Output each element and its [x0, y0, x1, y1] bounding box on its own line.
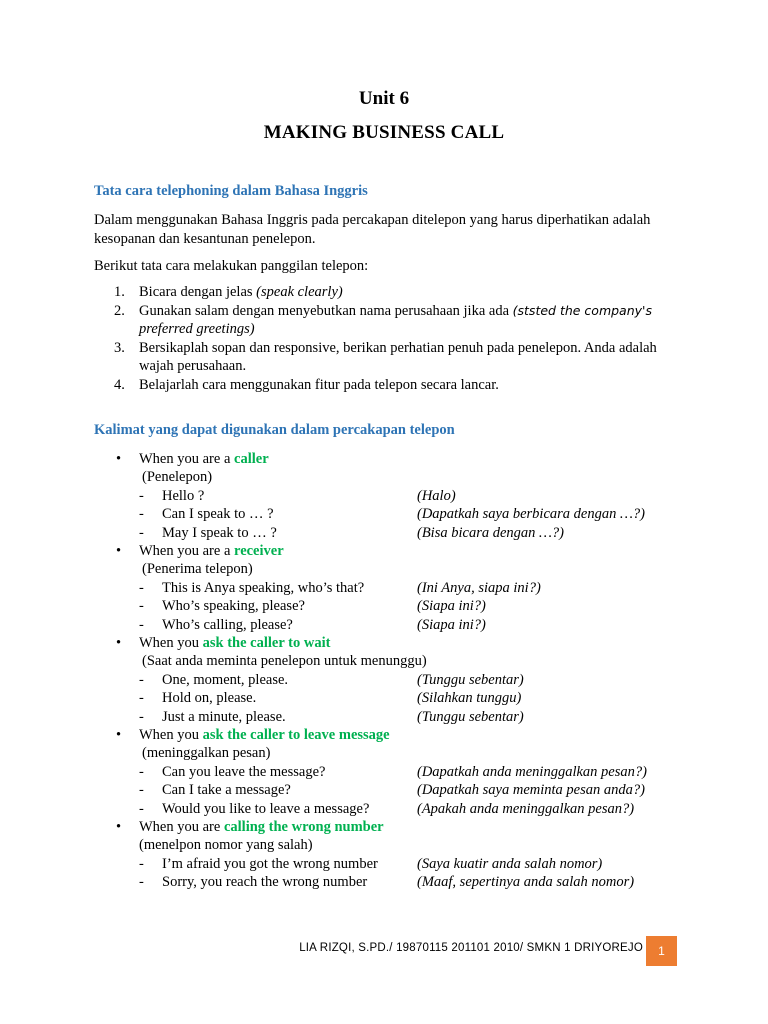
english-phrase: Sorry, you reach the wrong number [162, 874, 368, 891]
english-phrase: Can I take a message? [162, 782, 291, 799]
indonesian-translation: (Siapa ini?) [417, 616, 486, 633]
group-highlight: ask the caller to wait [202, 634, 331, 651]
indonesian-translation: (Bisa bicara dengan …?) [417, 524, 564, 541]
indonesian-translation: (Dapatkah anda meninggalkan pesan?) [417, 763, 647, 780]
phrase-group-wait [94, 634, 694, 726]
phrase-row [94, 781, 694, 799]
phrase-row [94, 487, 694, 505]
dash: - [139, 579, 144, 596]
section-heading-telephoning: Tata cara telephoning dalam Bahasa Inggris [94, 183, 368, 199]
indonesian-translation: (Dapatkah saya meminta pesan anda?) [417, 782, 645, 799]
phrase-row [94, 579, 694, 597]
group-prefix: When you are [139, 818, 224, 835]
procedure-list [94, 283, 684, 394]
indonesian-translation: (Tunggu sebentar) [417, 708, 524, 725]
group-heading [94, 818, 694, 836]
dash: - [139, 782, 144, 799]
group-prefix: When you are a [139, 451, 235, 467]
dash: - [139, 598, 144, 615]
bullet: • [116, 818, 122, 835]
dash: - [139, 506, 144, 523]
group-subtitle: (meninggalkan pesan) [142, 745, 271, 762]
bullet: • [116, 634, 122, 651]
phrase-row [94, 708, 694, 726]
list-number: 3. [114, 339, 125, 356]
section-heading-phrases: Kalimat yang dapat digunakan dalam percakapan telepon [94, 422, 455, 438]
group-prefix: When you [139, 726, 203, 743]
list-text: Bicara dengan jelas [139, 284, 257, 300]
english-phrase: Hold on, please. [162, 690, 257, 707]
indonesian-translation: (Apakah anda meninggalkan pesan?) [417, 800, 635, 817]
footer-author: LIA RIZQI, S.PD./ 19870115 201101 2010/ SMKN 1 DRIYOREJO [299, 942, 643, 954]
list-number: 2. [114, 302, 125, 319]
group-highlight: calling the wrong number [223, 818, 384, 835]
dash: - [139, 616, 144, 633]
bullet: • [116, 542, 122, 559]
phrase-groups [94, 450, 694, 892]
english-phrase: One, moment, please. [162, 671, 289, 688]
english-phrase: I’m afraid you got the wrong number [162, 855, 378, 872]
phrase-row [94, 800, 694, 818]
phrase-group-receiver [94, 542, 694, 634]
dash: - [139, 763, 144, 780]
phrase-row [94, 524, 694, 542]
procedure-intro: Berikut tata cara melakukan panggilan telepon: [94, 258, 369, 274]
indonesian-translation: (Tunggu sebentar) [417, 671, 524, 688]
list-number: 4. [114, 376, 125, 393]
group-subtitle: (Penelepon) [142, 469, 213, 486]
list-text: Gunakan salam dengan menyebutkan nama perusahaan jika ada [139, 302, 513, 319]
english-phrase: Would you like to leave a message? [162, 800, 370, 817]
dash: - [139, 524, 144, 541]
indonesian-translation: (Siapa ini?) [417, 598, 486, 615]
dash: - [139, 487, 144, 504]
list-item [94, 339, 684, 376]
dash: - [139, 708, 144, 725]
intro-paragraph: Dalam menggunakan Bahasa Inggris pada percakapan ditelepon yang harus diperhatikan adalah kesopanan dan kesantunan penelepon. [94, 212, 651, 247]
list-italic: (ststed the company's [512, 302, 652, 318]
bullet: • [116, 726, 122, 743]
group-prefix: When you are a [139, 542, 235, 559]
english-phrase: Can you leave the message? [162, 763, 326, 780]
english-phrase: This is Anya speaking, who’s that? [162, 579, 365, 596]
indonesian-translation: (Silahkan tunggu) [417, 690, 522, 707]
dash: - [139, 874, 144, 891]
phrase-group-caller [94, 450, 694, 542]
indonesian-translation: (Halo) [417, 487, 456, 504]
phrase-row [94, 597, 694, 615]
dash: - [139, 671, 144, 688]
phrase-row [94, 763, 694, 781]
group-subtitle: (menelpon nomor yang salah) [139, 837, 313, 854]
phrase-row [94, 689, 694, 707]
group-highlight: caller [234, 451, 269, 467]
page-number-badge: 1 [646, 936, 677, 966]
indonesian-translation: (Ini Anya, siapa ini?) [417, 579, 541, 596]
page-title: MAKING BUSINESS CALL [263, 122, 505, 143]
english-phrase: Just a minute, please. [162, 708, 286, 725]
phrase-row [94, 671, 694, 689]
phrase-row [94, 616, 694, 634]
dash: - [139, 855, 144, 872]
indonesian-translation: (Dapatkah saya berbicara dengan …?) [417, 506, 645, 523]
list-item [94, 283, 684, 302]
group-highlight: ask the caller to leave message [202, 726, 390, 743]
phrase-row [94, 855, 694, 873]
list-item [94, 376, 684, 395]
dash: - [139, 690, 144, 707]
indonesian-translation: (Saya kuatir anda salah nomor) [417, 855, 603, 872]
dash: - [139, 800, 144, 817]
group-prefix: When you [139, 634, 203, 651]
group-heading [94, 542, 694, 560]
phrase-row [94, 873, 694, 891]
list-italic: (speak clearly) [256, 284, 343, 300]
group-heading [94, 634, 694, 652]
group-heading [94, 450, 694, 468]
group-heading [94, 726, 694, 744]
group-subtitle: (Saat anda meminta penelepon untuk menunggu) [142, 653, 427, 670]
phrase-group-message [94, 726, 694, 818]
bullet: • [116, 451, 122, 467]
phrase-group-wrong-number [94, 818, 694, 892]
list-text: Belajarlah cara menggunakan fitur pada telepon secara lancar. [139, 376, 499, 393]
list-text: Bersikaplah sopan dan responsive, berikan perhatian penuh pada penelepon. Anda adalah wajah perusahaan. [139, 339, 657, 374]
english-phrase: May I speak to … ? [162, 524, 277, 541]
list-number: 1. [114, 284, 125, 300]
unit-label: Unit 6 [358, 88, 410, 109]
english-phrase: Can I speak to … ? [162, 506, 274, 523]
group-highlight: receiver [234, 542, 284, 559]
english-phrase: Who’s calling, please? [162, 616, 293, 633]
page-footer [0, 936, 768, 966]
indonesian-translation: (Maaf, sepertinya anda salah nomor) [417, 874, 635, 891]
english-phrase: Who’s speaking, please? [162, 598, 305, 615]
phrase-row [94, 505, 694, 523]
english-phrase: Hello ? [162, 487, 205, 504]
list-italic-continued: preferred greetings) [139, 321, 255, 337]
list-item [94, 302, 684, 339]
group-subtitle: (Penerima telepon) [142, 561, 253, 578]
